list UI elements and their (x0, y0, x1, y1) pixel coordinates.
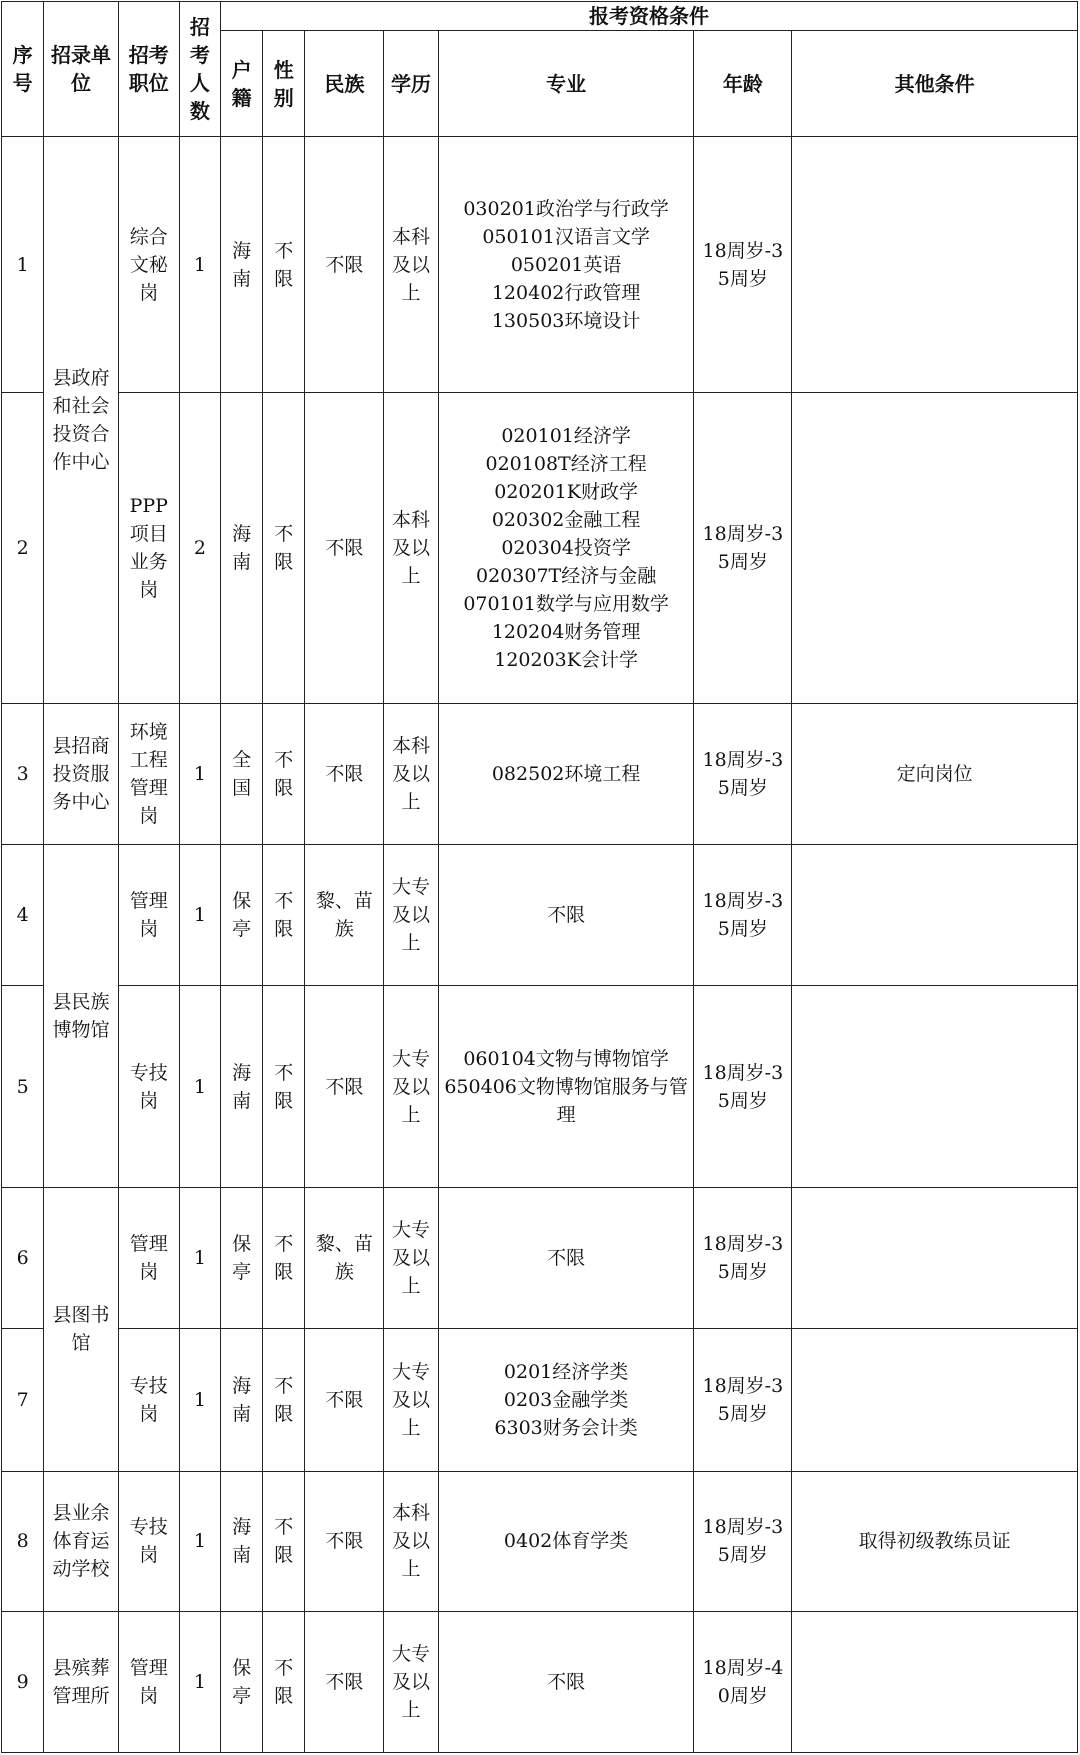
cell-seq: 5 (2, 986, 44, 1188)
cell-unit: 县政府和社会投资合作中心 (44, 137, 118, 704)
cell-ethnicity: 不限 (305, 986, 384, 1188)
cell-count: 1 (179, 986, 220, 1188)
cell-major (438, 844, 694, 986)
cell-gender: 不限 (263, 1188, 305, 1329)
cell-age: 18周岁-35周岁 (694, 1471, 792, 1612)
cell-education: 本科及以上 (384, 137, 438, 393)
cell-hukou: 海南 (220, 1471, 262, 1612)
cell-education: 大专及以上 (384, 1328, 438, 1471)
cell-hukou: 保亭 (220, 844, 262, 986)
major-item: 130503环境设计 (491, 309, 641, 332)
cell-other (792, 1188, 1078, 1329)
cell-count: 2 (179, 393, 220, 704)
cell-education: 本科及以上 (384, 393, 438, 704)
major-item: 050101汉语言文学 (482, 225, 650, 248)
header-major: 专业 (438, 31, 694, 137)
major-item: 060104文物与博物馆学 (463, 1047, 669, 1070)
cell-count: 1 (179, 1328, 220, 1471)
cell-ethnicity: 不限 (305, 1471, 384, 1612)
major-item: 不限 (547, 1671, 586, 1694)
cell-gender: 不限 (263, 1328, 305, 1471)
cell-count: 1 (179, 704, 220, 845)
major-item: 020108T经济工程 (485, 453, 647, 476)
major-item: 020307T经济与金融 (476, 565, 657, 588)
cell-education: 本科及以上 (384, 1471, 438, 1612)
cell-seq: 7 (2, 1328, 44, 1471)
cell-unit: 县殡葬管理所 (44, 1612, 118, 1753)
cell-seq: 4 (2, 844, 44, 986)
cell-major (438, 137, 694, 393)
header-qualifications: 报考资格条件 (220, 2, 1077, 31)
cell-hukou: 海南 (220, 137, 262, 393)
cell-position: 管理岗 (118, 1612, 179, 1753)
cell-other (792, 844, 1078, 986)
header-count: 招考人数 (179, 2, 220, 137)
cell-ethnicity: 不限 (305, 393, 384, 704)
cell-hukou: 全国 (220, 704, 262, 845)
cell-position: 专技岗 (118, 1471, 179, 1612)
major-item: 030201政治学与行政学 (463, 197, 669, 220)
major-item: 082502环境工程 (491, 762, 641, 785)
major-item: 0402体育学类 (503, 1530, 629, 1553)
cell-other: 取得初级教练员证 (792, 1471, 1078, 1612)
cell-ethnicity: 不限 (305, 704, 384, 845)
major-item: 020101经济学 (501, 425, 631, 448)
cell-position: 管理岗 (118, 844, 179, 986)
cell-major (438, 393, 694, 704)
cell-education: 大专及以上 (384, 1188, 438, 1329)
cell-major (438, 1612, 694, 1753)
header-hukou: 户籍 (220, 31, 262, 137)
cell-ethnicity: 不限 (305, 137, 384, 393)
table-row (2, 844, 1078, 986)
header-ethnicity: 民族 (305, 31, 384, 137)
major-item: 不限 (547, 1246, 586, 1269)
cell-gender: 不限 (263, 844, 305, 986)
cell-major (438, 1328, 694, 1471)
table-row (2, 986, 1078, 1188)
major-item: 120204财务管理 (491, 621, 641, 644)
cell-position: PPP项目业务岗 (118, 393, 179, 704)
cell-gender: 不限 (263, 393, 305, 704)
cell-age: 18周岁-40周岁 (694, 1612, 792, 1753)
table-row (2, 1612, 1078, 1753)
cell-count: 1 (179, 1612, 220, 1753)
cell-seq: 9 (2, 1612, 44, 1753)
cell-other (792, 1612, 1078, 1753)
cell-other (792, 393, 1078, 704)
cell-other: 定向岗位 (792, 704, 1078, 845)
cell-position: 环境工程管理岗 (118, 704, 179, 845)
recruitment-table (1, 1, 1078, 1753)
cell-age: 18周岁-35周岁 (694, 986, 792, 1188)
header-position: 招考职位 (118, 2, 179, 137)
cell-education: 大专及以上 (384, 1612, 438, 1753)
major-item: 650406文物博物馆服务与管理 (444, 1075, 688, 1126)
cell-age: 18周岁-35周岁 (694, 1328, 792, 1471)
cell-gender: 不限 (263, 986, 305, 1188)
table-row (2, 1471, 1078, 1612)
cell-count: 1 (179, 844, 220, 986)
cell-unit: 县业余体育运动学校 (44, 1471, 118, 1612)
cell-count: 1 (179, 137, 220, 393)
header-age: 年龄 (694, 31, 792, 137)
major-item: 020304投资学 (501, 537, 631, 560)
major-item: 020201K财政学 (494, 481, 638, 504)
table-row (2, 1188, 1078, 1329)
cell-position: 综合文秘岗 (118, 137, 179, 393)
cell-major (438, 1188, 694, 1329)
cell-major (438, 986, 694, 1188)
header-education: 学历 (384, 31, 438, 137)
cell-other (792, 1328, 1078, 1471)
cell-position: 专技岗 (118, 986, 179, 1188)
cell-unit: 县图书馆 (44, 1188, 118, 1472)
cell-other (792, 986, 1078, 1188)
major-item: 120402行政管理 (491, 281, 641, 304)
header-row-1 (2, 2, 1078, 31)
cell-unit: 县民族博物馆 (44, 844, 118, 1187)
cell-ethnicity: 不限 (305, 1612, 384, 1753)
header-seq: 序号 (2, 2, 44, 137)
major-item: 6303财务会计类 (494, 1416, 638, 1439)
cell-unit: 县招商投资服务中心 (44, 704, 118, 845)
cell-hukou: 海南 (220, 986, 262, 1188)
major-item: 0201经济学类 (503, 1360, 629, 1383)
cell-other (792, 137, 1078, 393)
cell-seq: 1 (2, 137, 44, 393)
cell-hukou: 海南 (220, 1328, 262, 1471)
header-gender: 性别 (263, 31, 305, 137)
cell-gender: 不限 (263, 137, 305, 393)
cell-position: 管理岗 (118, 1188, 179, 1329)
cell-education: 本科及以上 (384, 704, 438, 845)
table-row (2, 393, 1078, 704)
table-row (2, 137, 1078, 393)
cell-education: 大专及以上 (384, 844, 438, 986)
major-item: 120203K会计学 (494, 649, 638, 672)
cell-education: 大专及以上 (384, 986, 438, 1188)
cell-count: 1 (179, 1471, 220, 1612)
cell-hukou: 保亭 (220, 1612, 262, 1753)
major-item: 020302金融工程 (491, 509, 641, 532)
cell-gender: 不限 (263, 1612, 305, 1753)
cell-seq: 3 (2, 704, 44, 845)
cell-hukou: 保亭 (220, 1188, 262, 1329)
cell-age: 18周岁-35周岁 (694, 393, 792, 704)
cell-age: 18周岁-35周岁 (694, 1188, 792, 1329)
cell-age: 18周岁-35周岁 (694, 844, 792, 986)
cell-gender: 不限 (263, 1471, 305, 1612)
table-row (2, 704, 1078, 845)
cell-seq: 6 (2, 1188, 44, 1329)
table-row (2, 1328, 1078, 1471)
major-item: 050201英语 (510, 253, 622, 276)
cell-ethnicity: 黎、苗族 (305, 1188, 384, 1329)
major-item: 不限 (547, 904, 586, 927)
cell-age: 18周岁-35周岁 (694, 137, 792, 393)
header-other: 其他条件 (792, 31, 1078, 137)
cell-major (438, 1471, 694, 1612)
cell-gender: 不限 (263, 704, 305, 845)
cell-position: 专技岗 (118, 1328, 179, 1471)
cell-count: 1 (179, 1188, 220, 1329)
cell-ethnicity: 不限 (305, 1328, 384, 1471)
major-item: 0203金融学类 (503, 1388, 629, 1411)
major-item: 070101数学与应用数学 (463, 593, 669, 616)
header-unit: 招录单位 (44, 2, 118, 137)
cell-seq: 2 (2, 393, 44, 704)
cell-hukou: 海南 (220, 393, 262, 704)
cell-seq: 8 (2, 1471, 44, 1612)
cell-ethnicity: 黎、苗族 (305, 844, 384, 986)
cell-age: 18周岁-35周岁 (694, 704, 792, 845)
cell-major (438, 704, 694, 845)
